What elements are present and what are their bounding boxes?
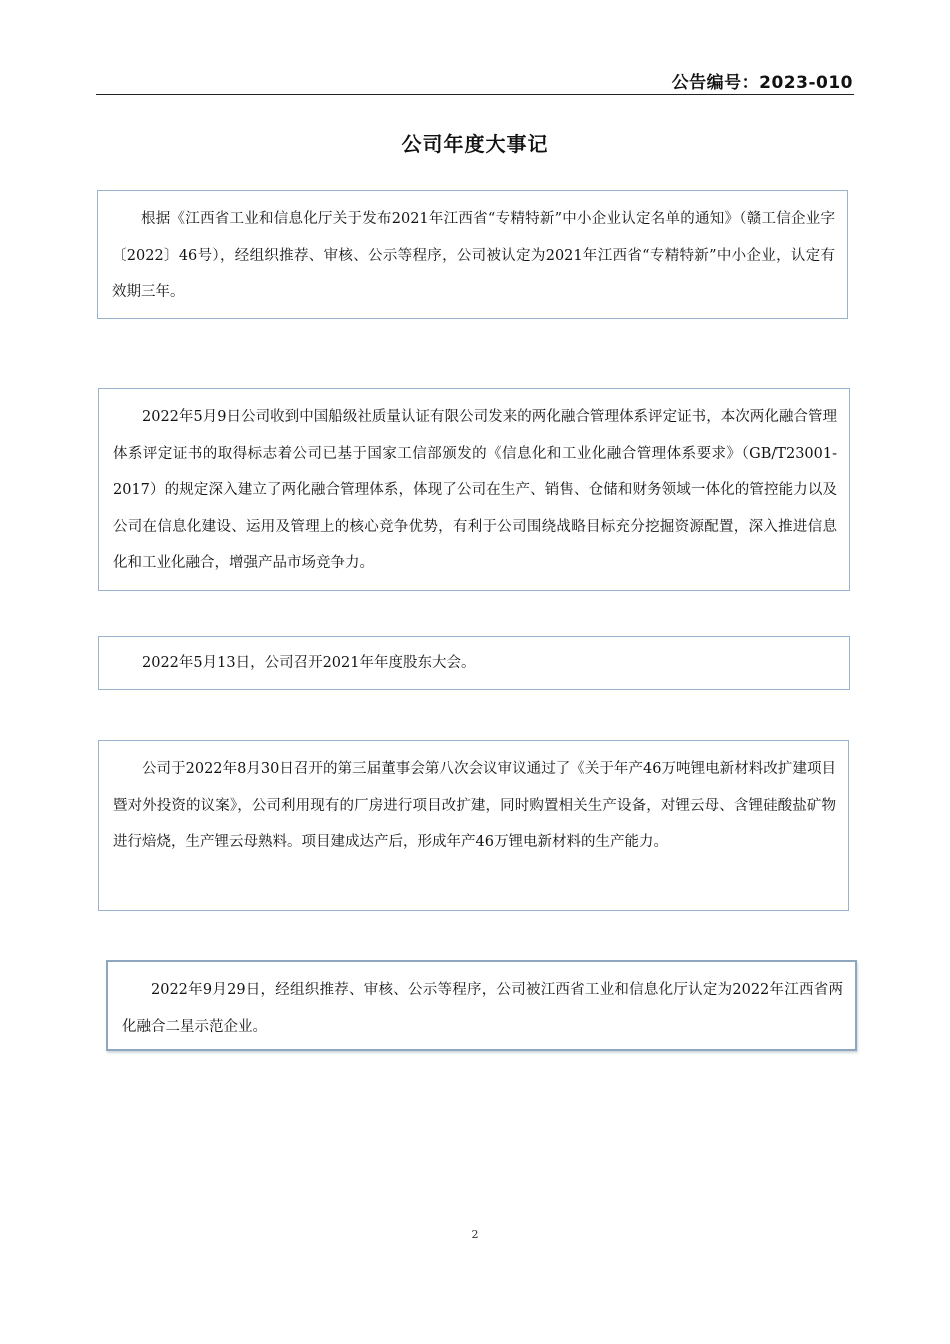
event-text: 根据《江西省工业和信息化厅关于发布2021年江西省“专精特新”中小企业认定名单的通知》（赣工信企业字〔2022〕46号），经组织推荐、审核、公示等程序，公司被认定为2021年江西省“专精特新”中小企业，认定有效期三年。 [112, 211, 835, 300]
event-box-shareholders-meeting [98, 636, 850, 690]
page-title: 公司年度大事记 [401, 132, 549, 156]
event-text: 公司于2022年8月30日召开的第三届董事会第八次会议审议通过了《关于年产46万吨锂电新材料改扩建项目暨对外投资的议案》，公司利用现有的厂房进行项目改扩建，同时购置相关生产设备，对锂云母、含锂硅酸盐矿物进行焙烧，生产锂云母熟料。项目建成达产后，形成年产46万锂电新材料的生产能力。 [113, 761, 836, 850]
notice-number: 公告编号：2023-010 [671, 73, 853, 93]
event-box-integration-certificate [98, 388, 850, 591]
page-number: 2 [471, 1228, 479, 1241]
event-box-expansion-project [98, 740, 849, 911]
event-box-demonstration-enterprise [106, 960, 857, 1051]
event-text: 2022年9月29日，经组织推荐、审核、公示等程序，公司被江西省工业和信息化厅认定为2022年江西省两化融合二星示范企业。 [122, 982, 843, 1035]
event-box-specialized-enterprise [97, 190, 848, 319]
header-rule [96, 94, 854, 95]
event-text: 2022年5月13日，公司召开2021年年度股东大会。 [142, 655, 476, 671]
event-text: 2022年5月9日公司收到中国船级社质量认证有限公司发来的两化融合管理体系评定证书，本次两化融合管理体系评定证书的取得标志着公司已基于国家工信部颁发的《信息化和工业化融合管理体系要求》（GB/T23001-2017）的规定深入建立了两化融合管理体系，体现了公司在生产、销售、仓储和财务领域一体化的管控能力以及公司在信息化建设、运用及管理上的核心竞争优势，有利于公司围绕战略目标充分挖掘资源配置，深入推进信息化和工业化融合，增强产品市场竞争力。 [113, 409, 837, 571]
